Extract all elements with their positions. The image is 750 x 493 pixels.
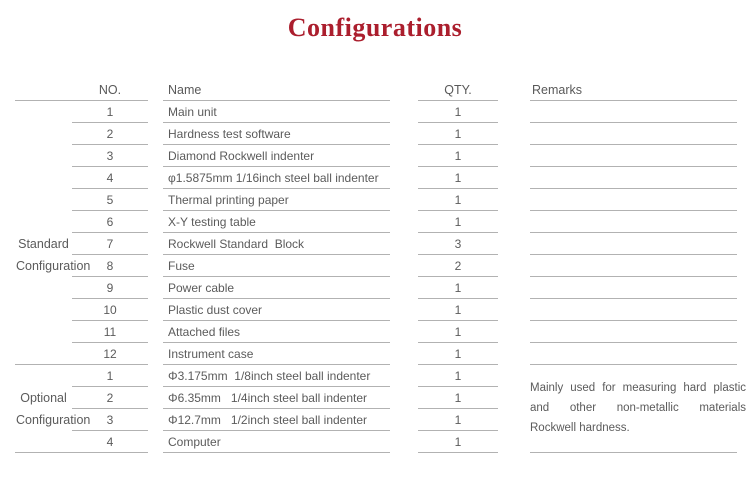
name-cell: Φ6.35mm 1/4inch steel ball indenter xyxy=(163,387,390,409)
qty-cell: 1 xyxy=(418,321,498,343)
table-row xyxy=(15,321,740,343)
table-row xyxy=(15,145,740,167)
table-row xyxy=(15,123,740,145)
configuration-table xyxy=(15,79,746,453)
table-row xyxy=(15,101,740,123)
optional-remark-line: Rockwell hardness. xyxy=(530,422,630,434)
table-row xyxy=(15,277,740,299)
qty-cell: 1 xyxy=(418,409,498,431)
no-cell: 2 xyxy=(72,387,148,409)
name-cell: Φ12.7mm 1/2inch steel ball indenter xyxy=(163,409,390,431)
no-cell: 1 xyxy=(72,365,148,387)
remarks-cell xyxy=(530,343,737,365)
name-cell: Fuse xyxy=(163,255,390,277)
table-row xyxy=(15,233,740,255)
qty-cell: 1 xyxy=(418,101,498,123)
name-cell: Φ3.175mm 1/8inch steel ball indenter xyxy=(163,365,390,387)
name-cell: Diamond Rockwell indenter xyxy=(163,145,390,167)
column-header-no: NO. xyxy=(72,79,148,101)
table-row xyxy=(15,167,740,189)
name-cell: φ1.5875mm 1/16inch steel ball indenter xyxy=(163,167,390,189)
page-title: Configurations xyxy=(287,13,463,42)
group-label-standard-line1: Standard xyxy=(18,237,69,251)
qty-cell: 1 xyxy=(418,211,498,233)
table-row xyxy=(15,299,740,321)
no-cell: 5 xyxy=(72,189,148,211)
name-cell: Hardness test software xyxy=(163,123,390,145)
name-cell: Plastic dust cover xyxy=(163,299,390,321)
optional-remark-line: Mainly used for measuring hard plastic xyxy=(530,382,746,394)
qty-cell: 1 xyxy=(418,343,498,365)
no-cell: 12 xyxy=(72,343,148,365)
group-label-standard-line2: Configuration xyxy=(16,259,91,273)
qty-cell: 1 xyxy=(418,189,498,211)
remarks-cell xyxy=(530,321,737,343)
no-cell: 2 xyxy=(72,123,148,145)
optional-remark-line: and other non-metallic materials xyxy=(530,402,746,414)
qty-cell: 1 xyxy=(418,277,498,299)
qty-cell: 3 xyxy=(418,233,498,255)
column-header-name: Name xyxy=(163,79,390,101)
no-cell: 10 xyxy=(72,299,148,321)
remarks-cell xyxy=(530,167,737,189)
group-label-header-spacer xyxy=(15,79,72,101)
remarks-cell xyxy=(530,211,737,233)
name-cell: Power cable xyxy=(163,277,390,299)
group-label-optional-line2: Configuration xyxy=(16,413,91,427)
qty-cell: 2 xyxy=(418,255,498,277)
name-cell: Main unit xyxy=(163,101,390,123)
table-row xyxy=(15,343,740,365)
table-row xyxy=(15,189,740,211)
no-cell: 4 xyxy=(72,167,148,189)
qty-cell: 1 xyxy=(418,299,498,321)
remarks-cell xyxy=(530,101,737,123)
no-cell: 4 xyxy=(72,431,148,453)
qty-cell: 1 xyxy=(418,387,498,409)
no-cell: 8 xyxy=(72,255,148,277)
name-cell: Instrument case xyxy=(163,343,390,365)
remarks-cell xyxy=(530,277,737,299)
remarks-cell xyxy=(530,299,737,321)
remarks-cell xyxy=(530,145,737,167)
name-cell: Attached files xyxy=(163,321,390,343)
qty-cell: 1 xyxy=(418,167,498,189)
remarks-cell xyxy=(530,255,737,277)
table-row xyxy=(15,211,740,233)
qty-cell: 1 xyxy=(418,365,498,387)
column-header-qty: QTY. xyxy=(418,79,498,101)
name-cell: Computer xyxy=(163,431,390,453)
name-cell: Rockwell Standard Block xyxy=(163,233,390,255)
column-header-remarks: Remarks xyxy=(530,79,737,101)
remarks-cell xyxy=(530,189,737,211)
optional-remark-paragraph xyxy=(530,378,746,438)
remarks-cell xyxy=(530,233,737,255)
no-cell: 3 xyxy=(72,145,148,167)
no-cell: 11 xyxy=(72,321,148,343)
qty-cell: 1 xyxy=(418,145,498,167)
no-cell: 1 xyxy=(72,101,148,123)
no-cell: 3 xyxy=(72,409,148,431)
no-cell: 7 xyxy=(72,233,148,255)
no-cell: 6 xyxy=(72,211,148,233)
no-cell: 9 xyxy=(72,277,148,299)
qty-cell: 1 xyxy=(418,123,498,145)
qty-cell: 1 xyxy=(418,431,498,453)
table-header-row xyxy=(15,79,740,101)
remarks-cell xyxy=(530,123,737,145)
table-row xyxy=(15,255,740,277)
group-label-optional-line1: Optional xyxy=(20,391,67,405)
name-cell: Thermal printing paper xyxy=(163,189,390,211)
name-cell: X-Y testing table xyxy=(163,211,390,233)
